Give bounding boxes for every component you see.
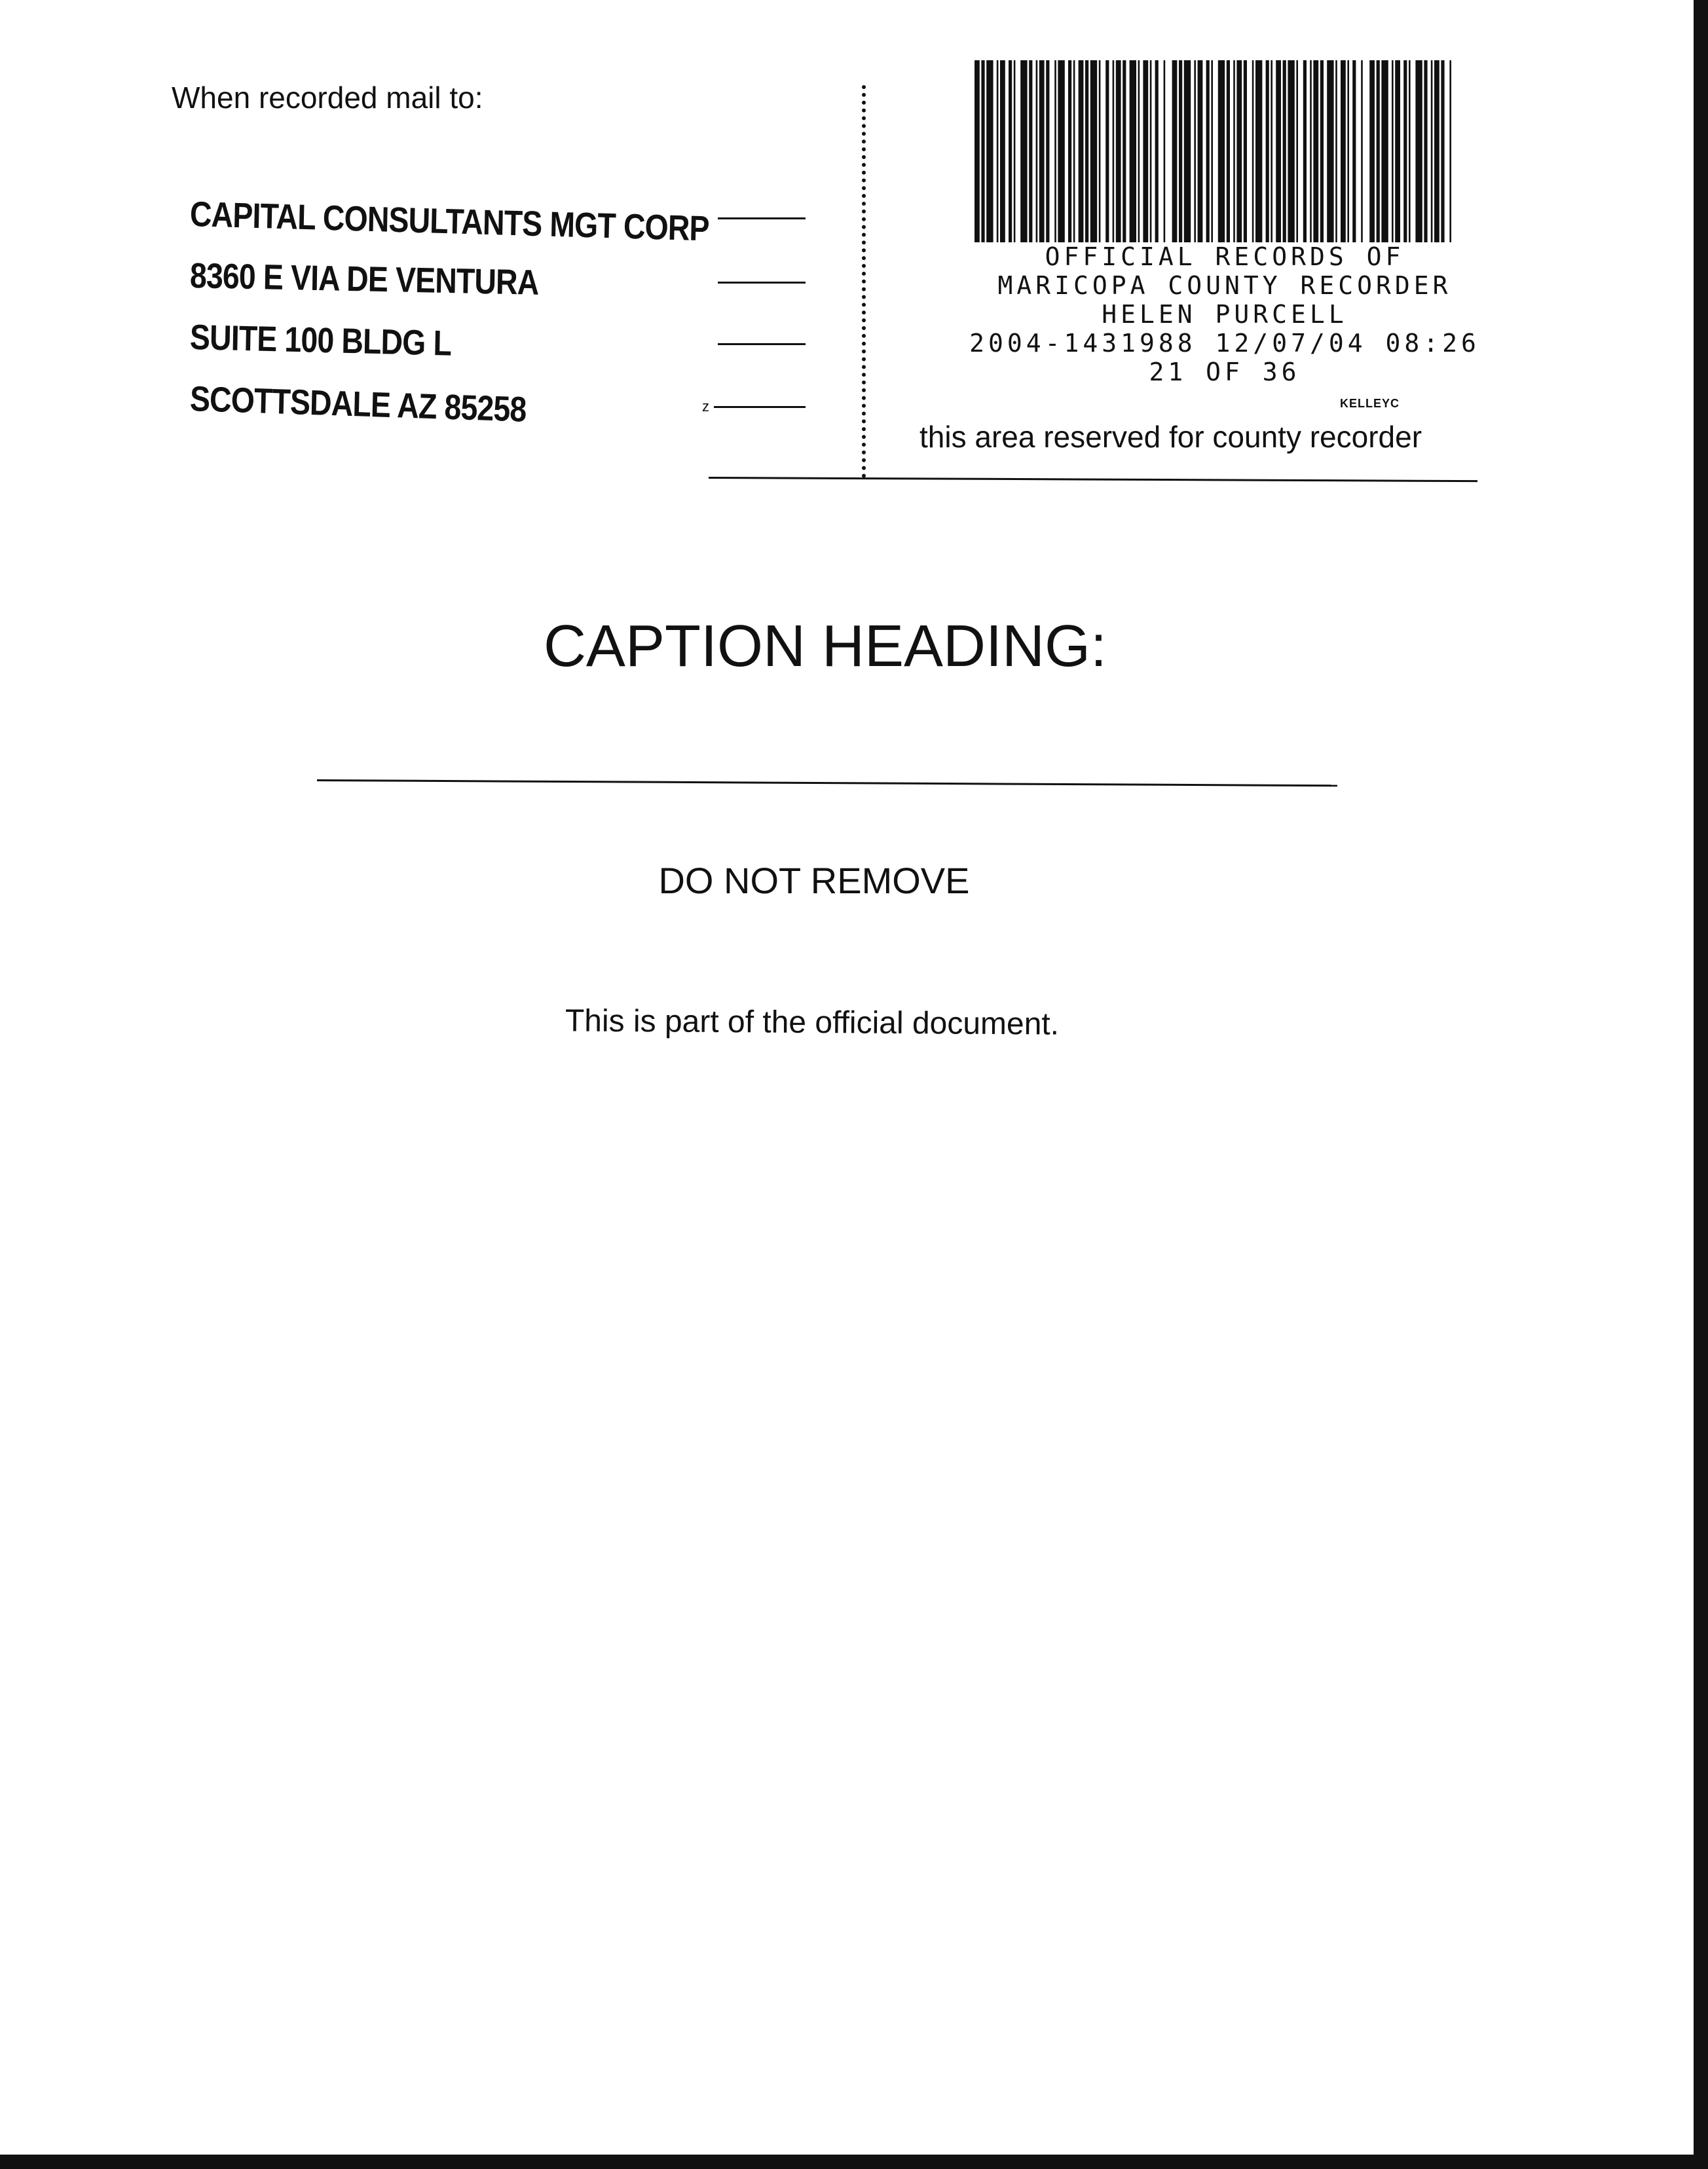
address-rule [714,406,806,408]
barcode-image [975,60,1453,242]
address-line-company: CAPITAL CONSULTANTS MGT CORP [189,195,710,249]
reserved-area-label: this area reserved for county recorder [919,420,1422,454]
header-rule [709,477,1477,482]
address-line-city: SCOTTSDALE AZ 85258 [189,379,527,430]
mail-to-label: When recorded mail to: [172,81,483,115]
address-rule [718,343,806,345]
address-line-street: 8360 E VIA DE VENTURA [189,256,539,303]
address-line-suite: SUITE 100 BLDG L [189,318,452,363]
recorder-stamp [956,242,1493,386]
tick-mark: z [702,398,709,415]
address-rule [718,217,806,219]
stamp-line-record-number: 2004-1431988 12/07/04 08:26 [969,329,1480,358]
dotted-divider [862,85,866,478]
mailing-address [190,183,709,430]
scan-edge [0,2155,1708,2169]
stamp-clerk: KELLEYC [1340,397,1400,410]
stamp-line-page-count: 21 OF 36 [1149,358,1301,386]
stamp-line-recorder-name: HELEN PURCELL [1102,300,1348,329]
caption-heading: CAPTION HEADING: [543,614,1107,679]
stamp-line-office: MARICOPA COUNTY RECORDER [997,271,1452,300]
official-document-note: This is part of the official document. [565,1003,1060,1042]
stamp-line-title: OFFICIAL RECORDS OF [1045,242,1405,271]
caption-rule [317,779,1337,787]
scan-edge [1694,0,1708,2169]
do-not-remove-notice: DO NOT REMOVE [658,860,970,901]
address-rule [718,282,806,284]
